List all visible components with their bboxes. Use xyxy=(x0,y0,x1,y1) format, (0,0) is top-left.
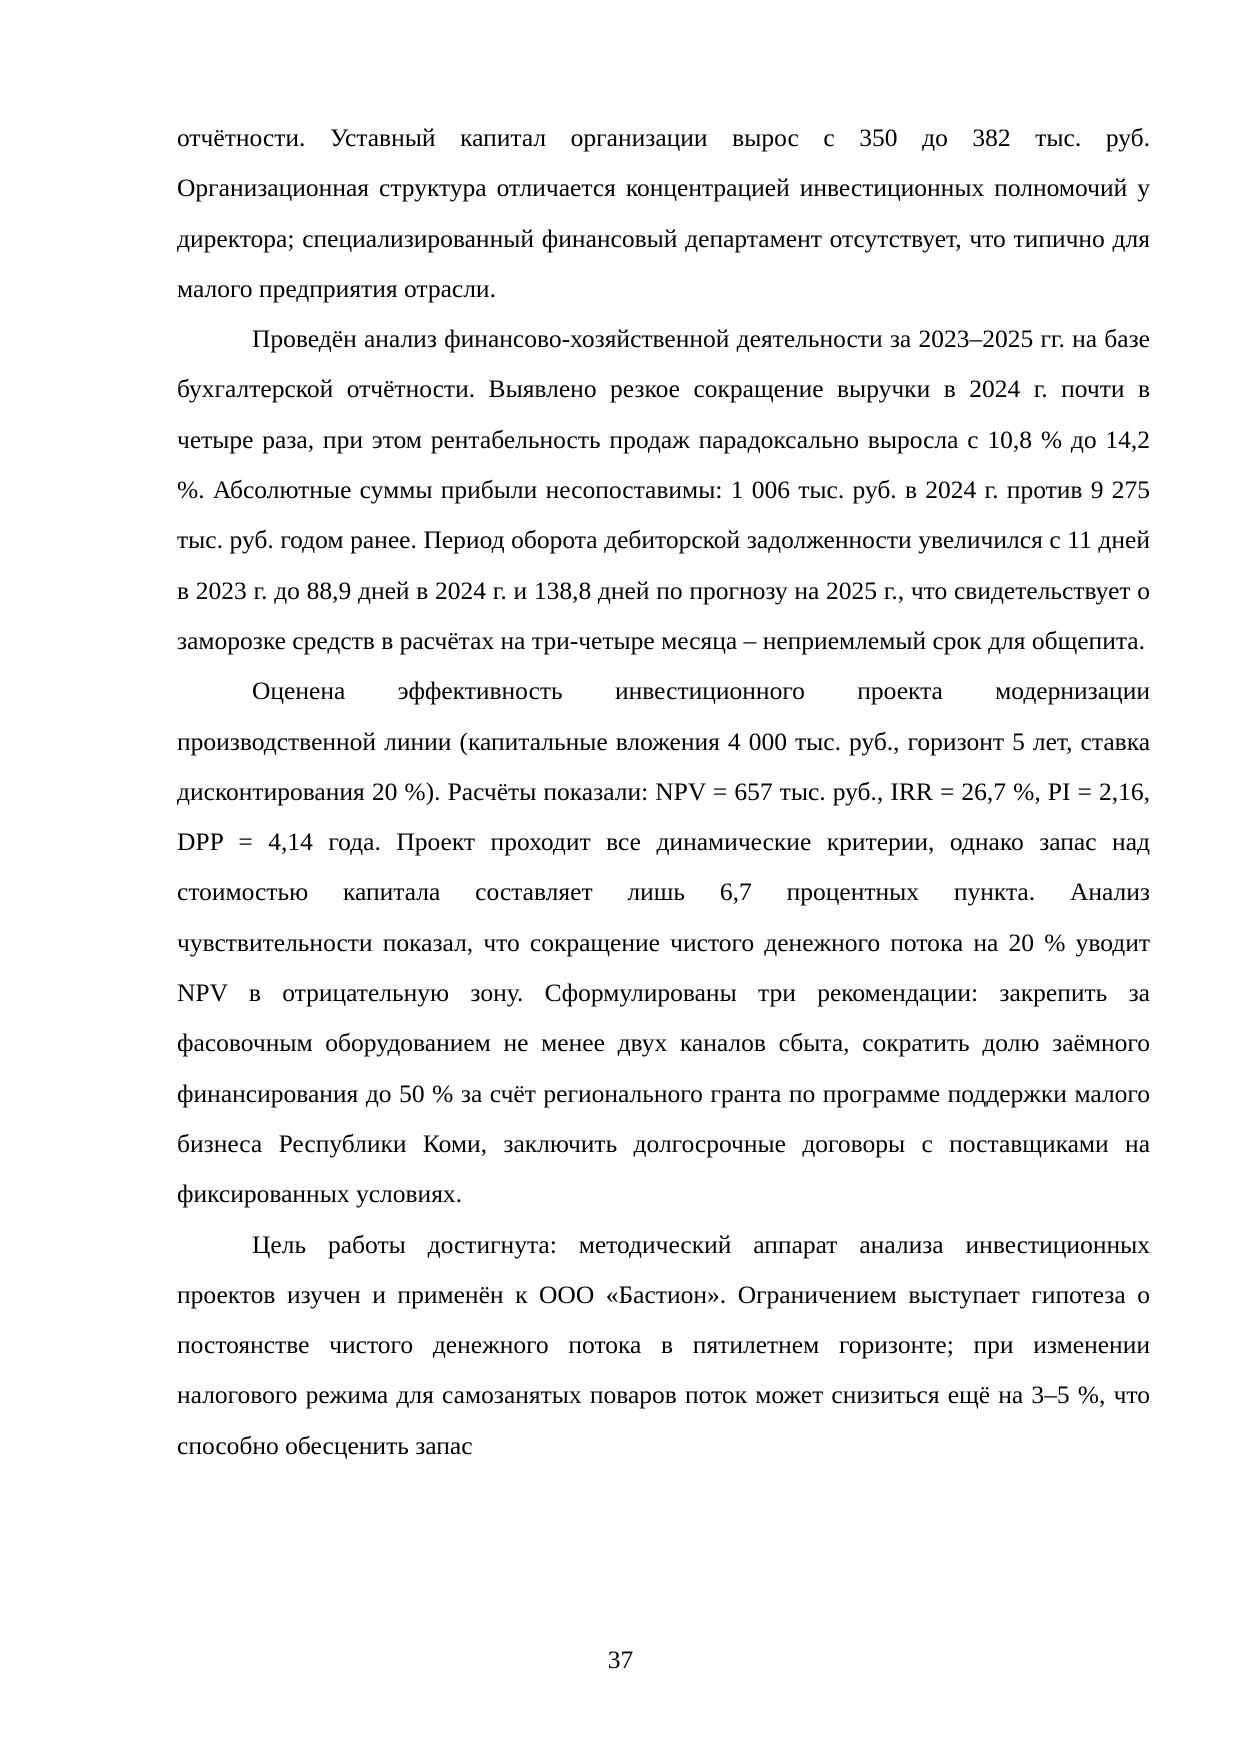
text-line: отчётности. Уставный капитал организации вырос с 350 до 382 тыс. руб. xyxy=(177,123,1150,152)
text-line: Цель работы достигнута: методический аппарат анализа xyxy=(252,1229,944,1259)
text-line: Проведён анализ финансово-хозяйственной деятельности за 2023–2025 xyxy=(252,324,1034,354)
text-line: Ограничением выступает гипотеза о постоянстве чистого денежного потока в xyxy=(177,1279,1150,1360)
text-line: пятилетнем горизонте; при изменении налогового режима для самозанятых xyxy=(177,1330,1150,1410)
paragraph-1 xyxy=(177,113,1150,314)
page-number: 37 xyxy=(607,1645,634,1674)
text-line: инвестиционных проектов изучен и применён к ООО «Бастион». xyxy=(177,1229,1150,1309)
text-line: несопоставимы: 1 006 тыс. руб. в 2024 г. против 9 275 тыс. руб. годом ранее. xyxy=(177,475,1150,555)
paragraph-2 xyxy=(177,314,1150,666)
text-line: чистого денежного потока на 20 % уводит NPV в отрицательную зону. xyxy=(177,927,1151,1008)
paragraph-3 xyxy=(177,666,1150,1219)
text-line: гг. на базе бухгалтерской отчётности. Выявлено резкое сокращение выручки xyxy=(177,324,1150,404)
text-line: до 88,9 дней в 2024 г. и 138,8 дней по прогнозу на 2025 г., что xyxy=(274,575,948,605)
text-line: Сформулированы три рекомендации: закрепить за фасовочным xyxy=(177,978,1150,1058)
text-line: парадоксально выросла с 10,8 % до 14,2 %. Абсолютные суммы прибыли xyxy=(177,424,1151,505)
text-line: отсутствует, что типично для малого предприятия отрасли. xyxy=(177,223,1150,303)
text-line: полномочий у директора; специализированный финансовый департамент xyxy=(177,173,1151,253)
text-line: Оценена эффективность инвестиционного проекта модернизации xyxy=(252,676,1150,706)
text-line: критерии, однако запас над стоимостью капитала составляет лишь 6,7 xyxy=(177,827,1150,907)
text-line: неприемлемый срок для общепита. xyxy=(762,625,1145,655)
text-line: производственной линии (капитальные вложения 4 000 тыс. руб., горизонт 5 xyxy=(177,726,1025,756)
text-line: договоры с поставщиками на фиксированных условиях. xyxy=(177,1128,1151,1209)
text-line: Период оборота дебиторской задолженности увеличился с 11 дней в 2023 г. xyxy=(177,525,1151,605)
text-line: лет, ставка дисконтирования 20 %). Расчёты показали: NPV = 657 тыс. руб., xyxy=(177,726,1151,806)
text-line: Организационная структура отличается концентрацией инвестиционных xyxy=(177,173,985,203)
text-line: процентных пункта. Анализ чувствительности показал, что сокращение xyxy=(177,877,1150,957)
text-line: свидетельствует о заморозке средств в расчётах на три-четыре месяца – xyxy=(177,575,1151,655)
text-line: поваров поток может снизиться ещё на 3–5 %, что способно обесценить запас xyxy=(177,1380,1150,1460)
text-line: в 2024 г. почти в четыре раза, при этом рентабельность продаж xyxy=(177,374,1150,454)
text-line: поддержки малого бизнеса Республики Коми, заключить долгосрочные xyxy=(177,1078,1150,1158)
body-text xyxy=(177,113,1150,1471)
text-line: оборудованием не менее двух каналов сбыта, сократить долю заёмного xyxy=(325,1028,1150,1058)
text-line: финансирования до 50 % за счёт регионального гранта по программе xyxy=(177,1078,941,1108)
paragraph-4 xyxy=(177,1220,1150,1471)
text-line: IRR = 26,7 %, PI = 2,16, DPP = 4,14 года. Проект проходит все динамические xyxy=(177,776,1151,857)
